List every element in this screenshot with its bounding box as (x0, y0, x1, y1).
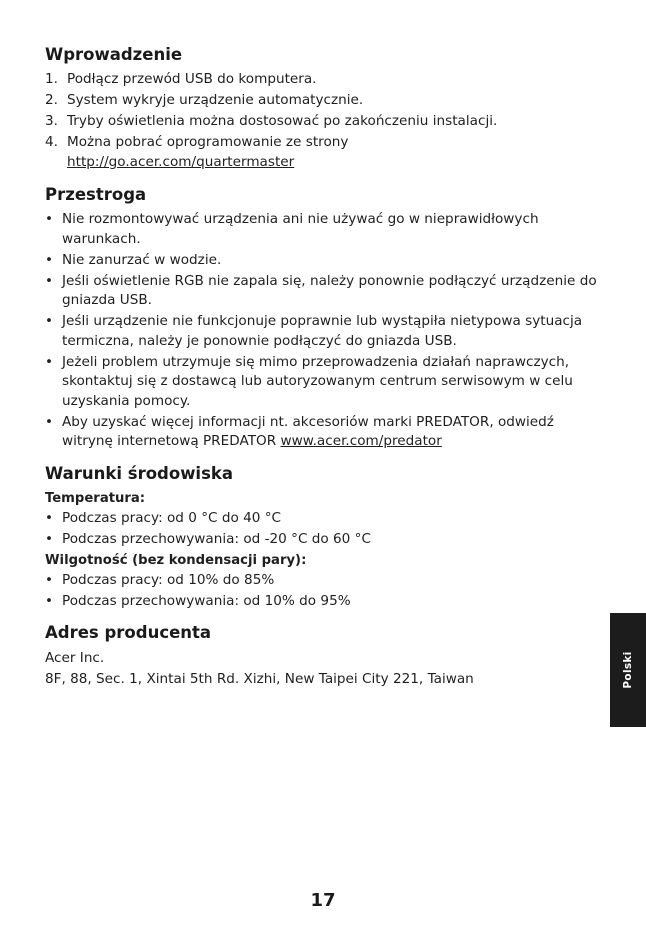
humidity-list (45, 571, 601, 612)
language-tab (610, 613, 646, 727)
step-item (45, 112, 601, 132)
temperature-item-text: Podczas pracy: od 0 °C do 40 °C (62, 509, 281, 526)
temperature-list (45, 509, 601, 550)
page-number: 17 (310, 890, 336, 911)
caution-item-text: Aby uzyskać więcej informacji nt. akcesoriów marki PREDATOR, odwiedź witrynę internetową PREDATOR (62, 413, 554, 449)
temperature-item-text: Podczas przechowywania: od -20 °C do 60 °C (62, 530, 371, 547)
step-number: 2. (45, 92, 58, 108)
bullet-icon: • (45, 251, 54, 268)
caution-item (45, 312, 601, 351)
step-number: 1. (45, 71, 58, 87)
bullet-icon: • (45, 509, 54, 526)
page-content (45, 44, 601, 701)
caution-item-text: Jeżeli problem utrzymuje się mimo przeprowadzenia działań naprawczych, skontaktuj się z dostawcą lub autoryzowanym centrum serwisowym w celu uzyskania pomocy. (62, 353, 573, 409)
caution-item (45, 210, 601, 249)
bullet-icon: • (45, 272, 54, 289)
step-text: Tryby oświetlenia można dostosować po zakończeniu instalacji. (67, 113, 498, 129)
manufacturer-name: Acer Inc. (45, 650, 105, 666)
manufacturer-heading: Adres producenta (45, 623, 212, 642)
environment-heading: Warunki środowiska (45, 463, 234, 483)
caution-heading: Przestroga (45, 185, 147, 204)
bullet-icon: • (45, 211, 54, 227)
section-manufacturer (45, 622, 601, 690)
step-number: 3. (45, 113, 58, 129)
introduction-steps (45, 70, 601, 172)
bullet-icon: • (45, 313, 54, 329)
caution-item-text: Jeśli oświetlenie RGB nie zapala się, należy ponownie podłączyć urządzenie do gniazda USB. (62, 272, 597, 308)
humidity-item-text: Podczas pracy: od 10% do 85% (62, 571, 275, 588)
step-text: System wykryje urządzenie automatycznie. (67, 92, 364, 108)
temperature-item (45, 530, 601, 550)
introduction-heading: Wprowadzenie (45, 45, 183, 64)
bullet-icon: • (45, 353, 54, 370)
section-caution (45, 184, 601, 452)
bullet-icon: • (45, 530, 54, 547)
temperature-subheading: Temperatura: (45, 490, 146, 506)
humidity-item-text: Podczas przechowywania: od 10% do 95% (62, 592, 351, 609)
caution-item-text: Nie zanurzać w wodzie. (62, 251, 222, 268)
temperature-item (45, 509, 601, 529)
section-introduction (45, 44, 601, 172)
step-text: Można pobrać oprogramowanie ze strony (67, 134, 349, 150)
section-environment (45, 463, 601, 612)
caution-item-text: Jeśli urządzenie nie funkcjonuje poprawnie lub wystąpiła nietypowa sytuacja termiczna, należy je ponownie podłączyć do gniazda USB. (62, 313, 583, 349)
humidity-subheading: Wilgotność (bez kondensacji pary): (45, 552, 307, 568)
step-item (45, 133, 601, 172)
humidity-item (45, 592, 601, 612)
step-number: 4. (45, 134, 58, 150)
predator-website-link[interactable]: www.acer.com/predator (280, 433, 442, 449)
manufacturer-address: 8F, 88, Sec. 1, Xintai 5th Rd. Xizhi, New Taipei City 221, Taiwan (45, 671, 474, 687)
humidity-item (45, 571, 601, 591)
caution-item (45, 272, 601, 311)
step-text: Podłącz przewód USB do komputera. (67, 71, 317, 87)
bullet-icon: • (45, 571, 54, 588)
language-tab-label: Polski (622, 651, 634, 689)
caution-list (45, 210, 601, 452)
caution-item (45, 413, 601, 452)
quartermaster-download-link[interactable]: http://go.acer.com/quartermaster (67, 153, 295, 170)
step-item (45, 70, 601, 90)
bullet-icon: • (45, 413, 54, 430)
caution-item-text: Nie rozmontowywać urządzenia ani nie używać go w nieprawidłowych warunkach. (62, 211, 539, 247)
caution-item (45, 353, 601, 412)
bullet-icon: • (45, 592, 54, 609)
caution-item (45, 251, 601, 271)
step-item (45, 91, 601, 111)
